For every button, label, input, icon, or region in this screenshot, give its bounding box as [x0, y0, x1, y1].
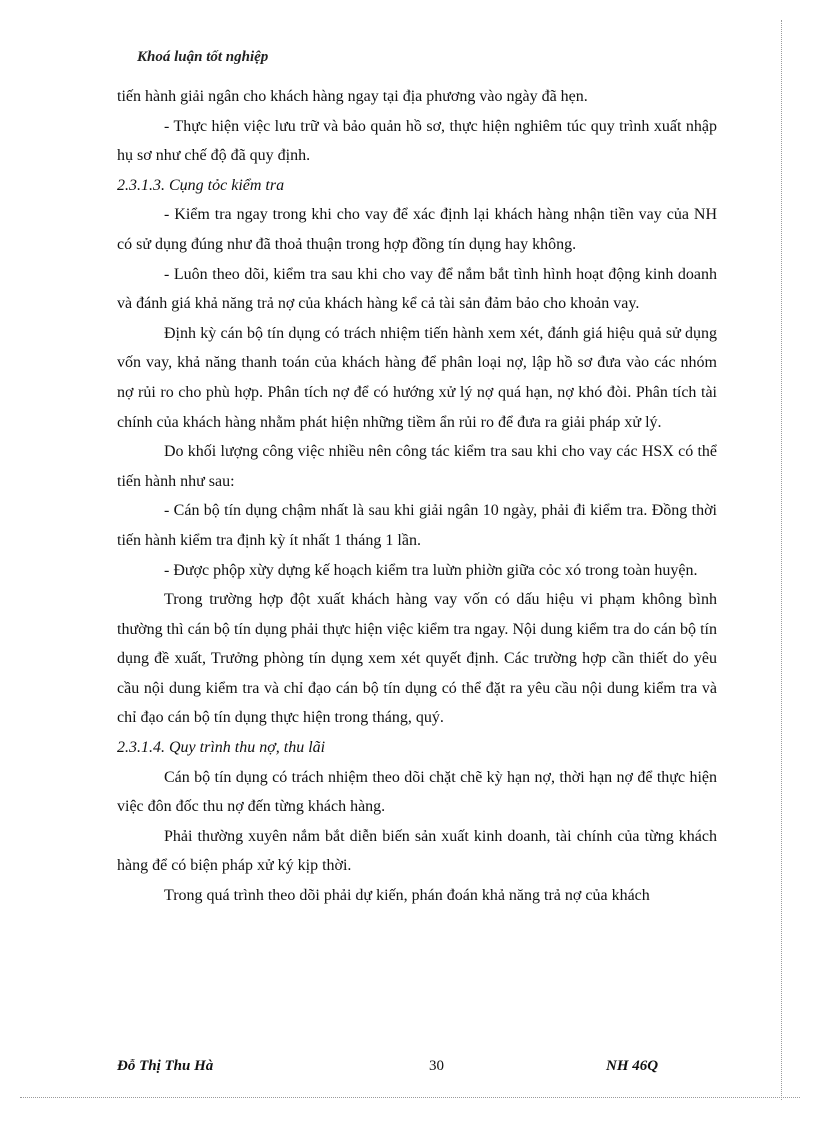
paragraph: Trong quá trình theo dõi phải dự kiến, phán đoán khả năng trả nợ của khách: [164, 887, 650, 905]
paragraph: Do khối lượng công việc nhiều nên công tác kiểm tra sau khi cho vay các HSX có thể tiến hành như sau:: [117, 443, 717, 490]
paragraph: Cán bộ tín dụng có trách nhiệm theo dõi chặt chẽ kỳ hạn nợ, thời hạn nợ để thực hiện việc đôn đốc thu nợ đến từng khách hàng.: [117, 768, 717, 816]
page-border-right: [781, 20, 782, 1100]
paragraph: Phải thường xuyên nắm bắt diễn biến sản xuất kinh doanh, tài chính của từng khách hàng để có biện pháp xử ký kịp thời.: [117, 827, 717, 875]
footer-class-code: NH 46Q: [606, 1058, 659, 1074]
paragraph: Định kỳ cán bộ tín dụng có trách nhiệm tiến hành xem xét, đánh giá hiệu quả sử dụng vốn vay, khả năng thanh toán của khách hàng để phân loại nợ, lập hồ sơ đưa vào các nhóm nợ rủi ro cho phù hợp. Phân tích nợ để có hướng xử lý nợ quá hạn, nợ khó đòi. Phân tích tài chính của khách hàng nhằm phát hiện những tiềm ẩn rủi ro để đưa ra giải pháp xử lý.: [117, 324, 717, 431]
body-text: [117, 82, 717, 911]
page-number: 30: [429, 1058, 444, 1074]
section-heading: 2.3.1.3. Cụng tỏc kiểm tra: [117, 176, 285, 194]
paragraph: - Luôn theo dõi, kiểm tra sau khi cho vay để nắm bắt tình hình hoạt động kinh doanh và đánh giá khả năng trả nợ của khách hàng kể cả tài sản đảm bảo cho khoản vay.: [117, 265, 717, 313]
page-border-bottom: [20, 1097, 800, 1098]
paragraph: - Được phộp xừy dựng kế hoạch kiểm tra luừn phiờn giữa cỏc xó trong toàn huyện.: [164, 561, 698, 579]
footer-author: Đỗ Thị Thu Hà: [117, 1058, 214, 1074]
paragraph: tiến hành giải ngân cho khách hàng ngay tại địa phương vào ngày đã hẹn.: [117, 88, 588, 105]
paragraph: Trong trường hợp đột xuất khách hàng vay vốn có dấu hiệu vi phạm không bình thường thì cán bộ tín dụng phải thực hiện việc kiểm tra ngay. Nội dung kiểm tra do cán bộ tín dụng đề xuất, Trưởng phòng tín dụng xem xét quyết định. Các trường hợp cần thiết do yêu cầu nội dung kiểm tra và chỉ đạo cán bộ tín dụng có thể đặt ra yêu cầu nội dung kiểm tra và chỉ đạo cán bộ tín dụng thực hiện trong tháng, quý.: [117, 591, 717, 727]
paragraph: - Thực hiện việc lưu trữ và bảo quản hồ sơ, thực hiện nghiêm túc quy trình xuất nhập hụ sơ như chế độ đã quy định.: [117, 117, 717, 165]
running-header: Khoá luận tốt nghiệp: [137, 49, 269, 65]
section-heading: 2.3.1.4. Quy trình thu nợ, thu lãi: [117, 739, 326, 757]
paragraph: - Cán bộ tín dụng chậm nhất là sau khi giải ngân 10 ngày, phải đi kiểm tra. Đồng thời tiến hành kiểm tra định kỳ ít nhất 1 tháng 1 lần.: [117, 502, 717, 549]
paragraph: - Kiểm tra ngay trong khi cho vay để xác định lại khách hàng nhận tiền vay của NH có sử dụng đúng như đã thoả thuận trong hợp đồng tín dụng hay không.: [117, 206, 717, 253]
